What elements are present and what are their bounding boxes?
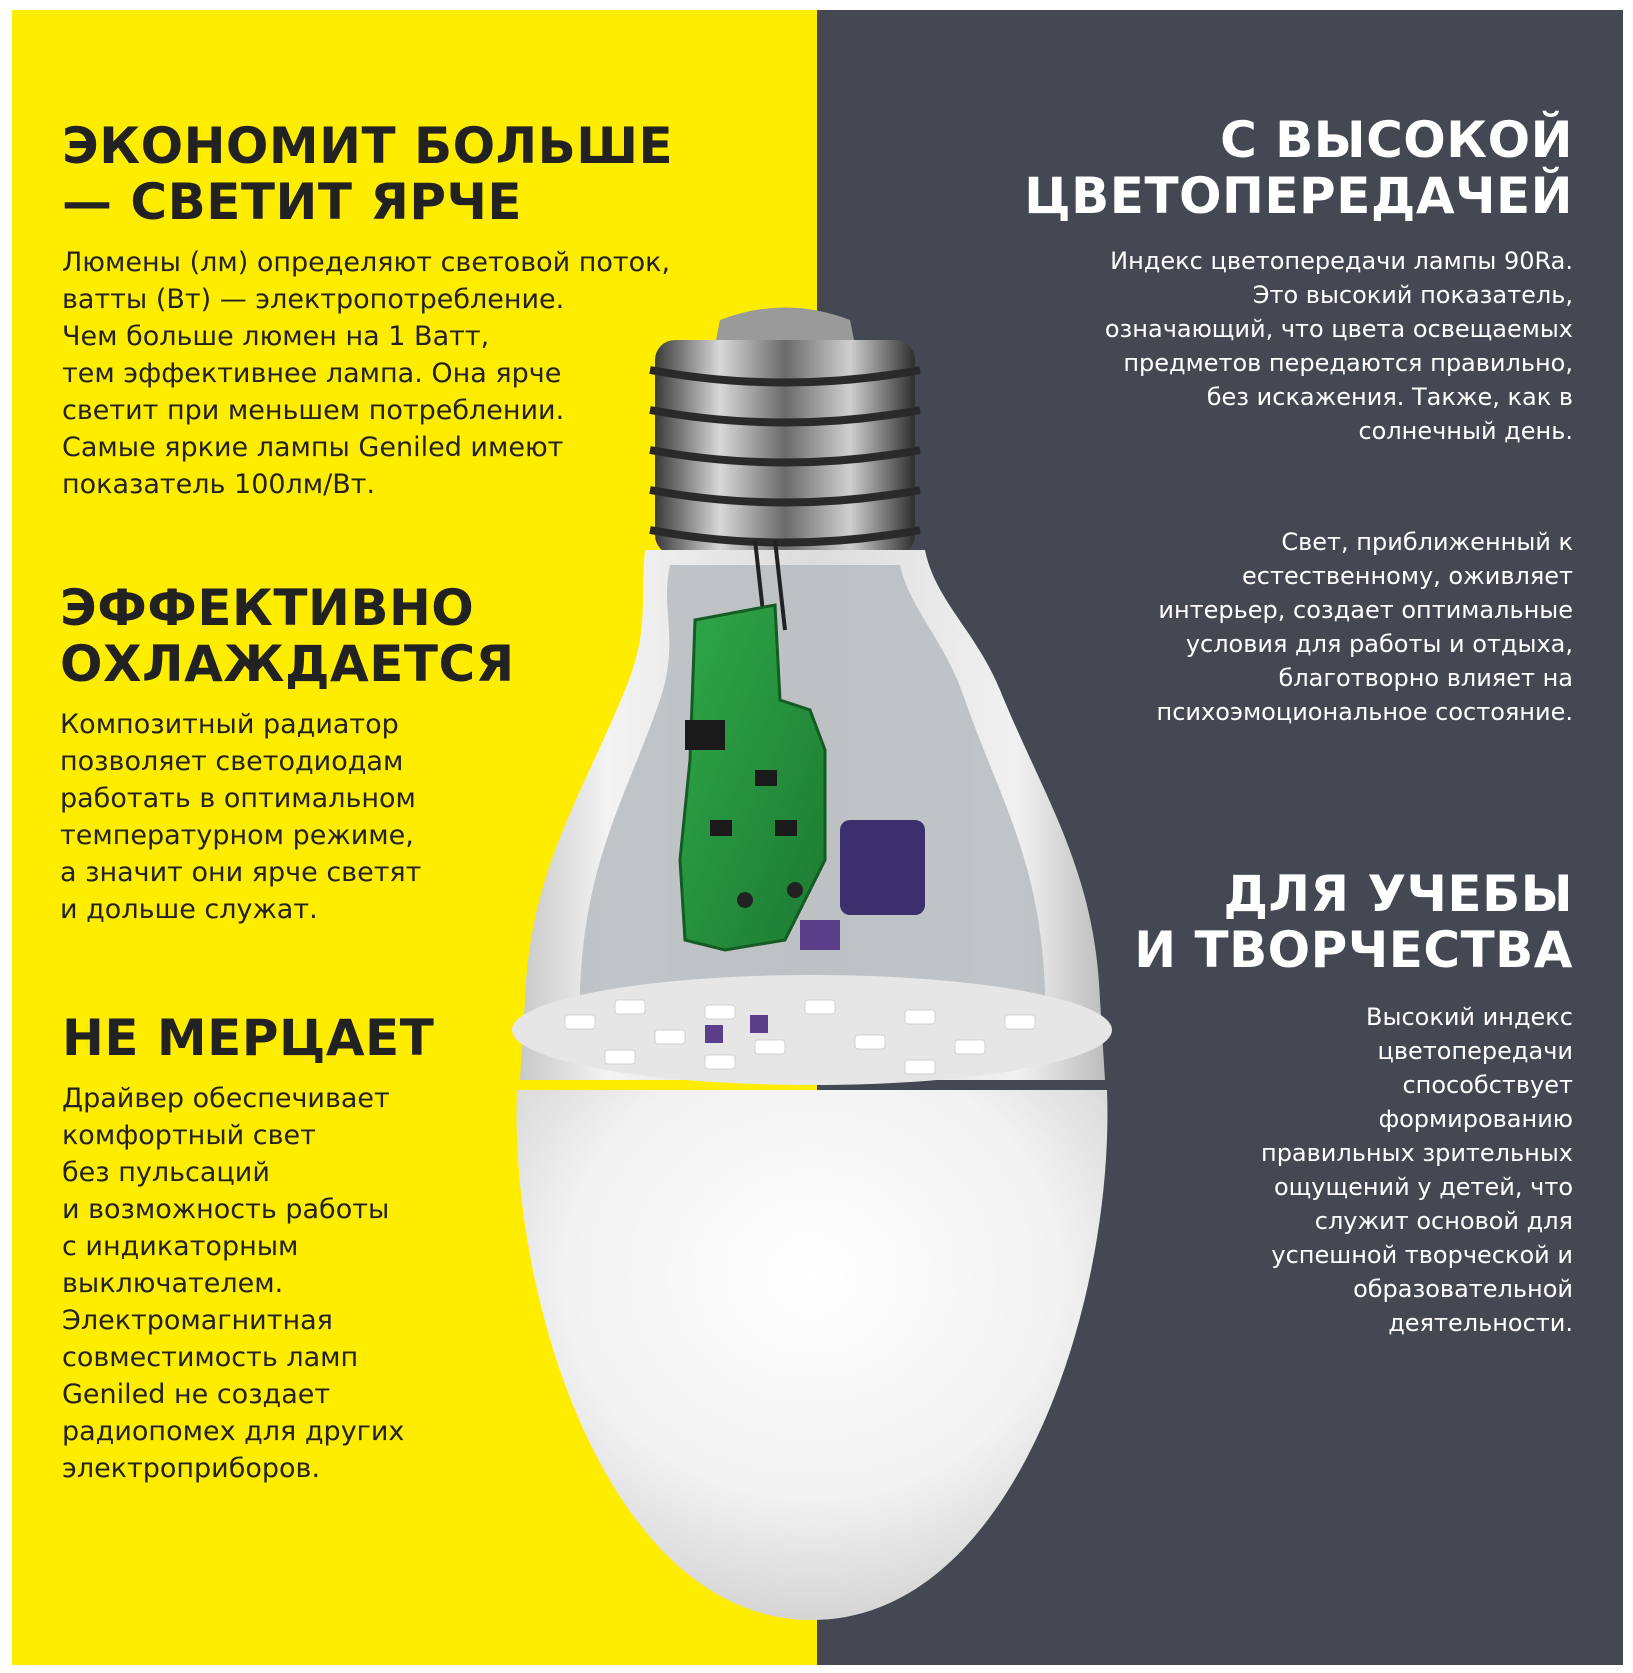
flicker-text: Драйвер обеспечивает комфортный свет без пульсаций и возможность работы с индикаторным выключателем. Электромагнитная совместимость ламп Geniled не создает радиопомех для других электроприборов.: [62, 1083, 405, 1484]
cooling-section: [60, 580, 520, 928]
diffuser-dome: [517, 1090, 1108, 1620]
capacitor: [840, 820, 925, 915]
economy-text: Люмены (лм) определяют световой поток, ватты (Вт) — электропотребление. Чем больше люмен на 1 Ватт, тем эффективнее лампа. Она ярче светит при меньшем потреблении. Самые яркие лампы Geniled имеют показатель 100лм/Вт.: [62, 247, 671, 500]
led-bulb-cutaway-illustration: [455, 300, 1170, 1650]
flicker-title: НЕ МЕРЦАЕТ: [62, 1009, 435, 1067]
cooling-text: Композитный радиатор позволяет светодиодам работать в оптимальном температурном режиме, а значит они ярче светят и дольше служат.: [60, 709, 422, 925]
cooling-title: ЭФФЕКТИВНО ОХЛАЖДАЕТСЯ: [60, 579, 515, 693]
bulb-base-cap: [715, 308, 855, 346]
study-title: ДЛЯ УЧЕБЫ И ТВОРЧЕСТВА: [1134, 865, 1573, 979]
bulb-screw-thread: [650, 340, 920, 555]
led-module: [512, 975, 1112, 1085]
economy-title: ЭКОНОМИТ БОЛЬШЕ — СВЕТИТ ЯРЧЕ: [62, 117, 674, 231]
flicker-section: [62, 1010, 482, 1487]
study-text: Высокий индекс цветопередачи способствует формированию правильных зрительных ощущений у детей, что служит основой для успешной творческой и образовательной деятельности.: [1261, 1003, 1573, 1337]
natural-light-text: Свет, приближенный к естественному, оживляет интерьер, создает оптимальные условия для работы и отдыха, благотворно влияет на психоэмоциональное состояние.: [1156, 528, 1573, 726]
color-rendering-title: С ВЫСОКОЙ ЦВЕТОПЕРЕДАЧЕЙ: [1024, 111, 1573, 225]
color-rendering-text: Индекс цветопередачи лампы 90Ra. Это высокий показатель, означающий, что цвета освещаемых предметов передаются правильно, без искажения. Также, как в солнечный день.: [1104, 247, 1573, 445]
